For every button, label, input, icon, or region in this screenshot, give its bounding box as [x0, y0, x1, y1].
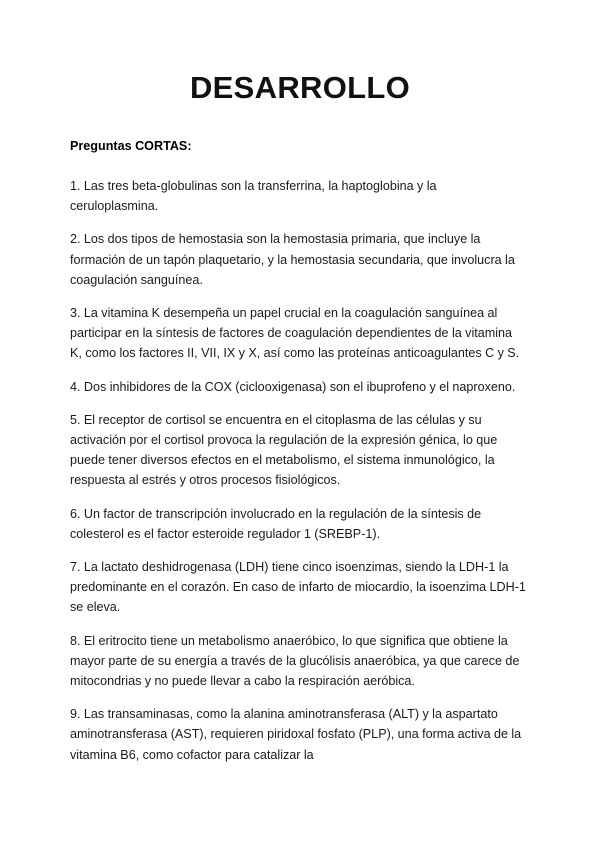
paragraph-9: 9. Las transaminasas, como la alanina aminotransferasa (ALT) y la aspartato aminotransferasa (AST), requieren piridoxal fosfato (PLP), una forma activa de la vitamina B6, como cofactor para catalizar la	[70, 707, 522, 762]
paragraph-2: 2. Los dos tipos de hemostasia son la hemostasia primaria, que incluye la formación de un tapón plaquetario, y la hemostasia secundaria, que involucra la coagulación sanguínea.	[70, 232, 515, 287]
page-title: DESARROLLO	[190, 70, 410, 105]
paragraph-3: 3. La vitamina K desempeña un papel crucial en la coagulación sanguínea al participar en la síntesis de factores de coagulación dependientes de la vitamina K, como los factores II, VII, IX y X, así como las proteínas anticoagulantes C y S.	[70, 306, 520, 361]
paragraph-5: 5. El receptor de cortisol se encuentra en el citoplasma de las células y su activación por el cortisol provoca la regulación de la expresión génica, lo que puede tener diversos efectos en el metabolismo, el sistema inmunológico, la respuesta al estrés y otros procesos fisiológicos.	[70, 412, 498, 488]
paragraph-4: 4. Dos inhibidores de la COX (ciclooxigenasa) son el ibuprofeno y el naproxeno.	[70, 379, 516, 394]
paragraph-8: 8. El eritrocito tiene un metabolismo anaeróbico, lo que significa que obtiene la mayor parte de su energía a través de la glucólisis anaeróbica, ya que carece de mitocondrias y no puede llevar a cabo la respiración aeróbica.	[70, 633, 520, 689]
paragraph-1: 1. Las tres beta-globulinas son la transferrina, la haptoglobina y la ceruloplasmina.	[70, 179, 437, 214]
document-body	[70, 136, 526, 765]
paragraph-7: 7. La lactato deshidrogenasa (LDH) tiene cinco isoenzimas, siendo la LDH-1 la predominante en el corazón. En caso de infarto de miocardio, la isoenzima LDH-1 se eleva.	[70, 560, 526, 615]
section-heading-preguntas-cortas: Preguntas CORTAS:	[70, 139, 192, 153]
paragraph-6: 6. Un factor de transcripción involucrado en la regulación de la síntesis de colesterol es el factor esteroide regulador 1 (SREBP-1).	[70, 506, 482, 541]
